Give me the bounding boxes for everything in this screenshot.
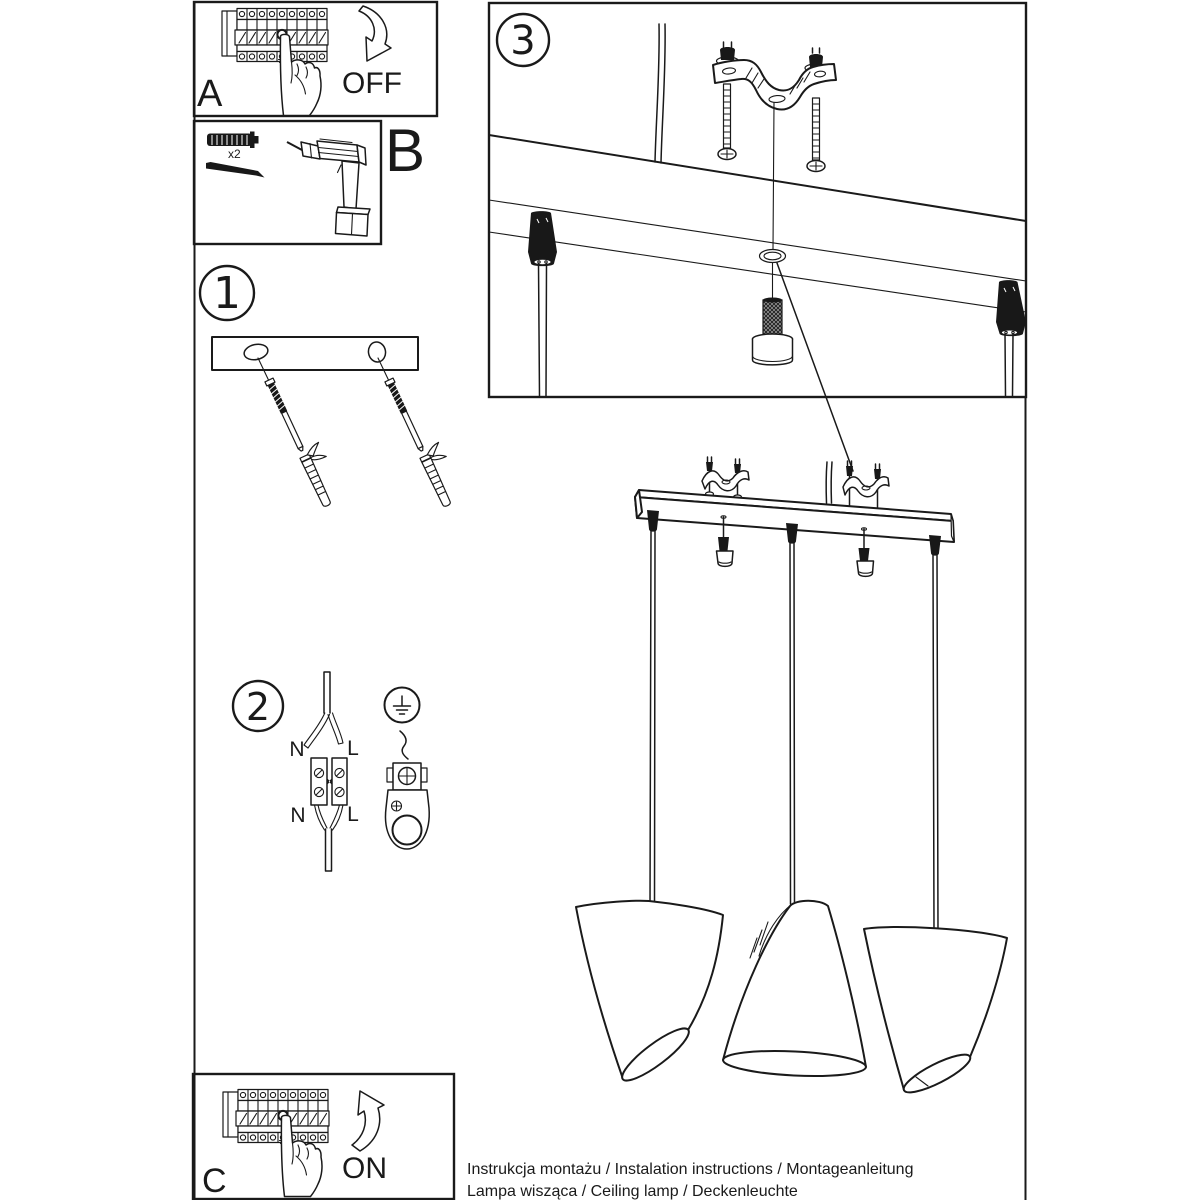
panel-a-label: A (197, 73, 223, 115)
step-2-wiring (233, 672, 429, 871)
footer-line-2: Lampa wisząca / Ceiling lamp / Deckenleuchte (467, 1183, 798, 1200)
terminal-n-bottom: N (290, 804, 306, 827)
footer-line-1: Instrukcja montażu / Instalation instructions / Montageanleitung (467, 1161, 914, 1178)
lamp-shade-left (576, 901, 723, 1088)
bracket-screw-right (807, 98, 825, 172)
mounting-strip-icon (212, 337, 418, 370)
wall-plug-icon (207, 132, 259, 149)
footer-captions (467, 1161, 913, 1200)
earth-ground-icon (385, 688, 420, 723)
step-3-number: 3 (510, 18, 536, 64)
cord-grip-bar-2 (786, 523, 798, 904)
panel-a-power-off (197, 6, 402, 116)
terminal-block-icon (311, 758, 347, 805)
bar-bracket-left (702, 457, 749, 499)
terminal-n-top: N (289, 738, 305, 761)
lamp-shade-right (864, 927, 1007, 1099)
ceiling-lines (489, 135, 1026, 312)
suspension-stud-icon (753, 263, 793, 365)
screw-icon (206, 162, 265, 178)
ceiling-cable (655, 24, 665, 163)
step-1-number: 1 (213, 268, 241, 319)
panel-b-tools (206, 117, 425, 236)
cord-grip-right (996, 280, 1026, 396)
cable-exit (315, 805, 344, 871)
curved-arrow-up-icon (352, 1091, 384, 1151)
terminal-l-top: L (347, 737, 359, 760)
cord-grip-bar-3 (929, 535, 941, 933)
cord-grip-left (528, 211, 557, 396)
step-2-number: 2 (245, 685, 271, 729)
ground-terminal-icon (386, 763, 430, 849)
off-label: OFF (342, 67, 402, 100)
cord-grip-bar-1 (647, 510, 659, 908)
panel-c-label: C (202, 1162, 227, 1200)
mains-cable-split (304, 672, 343, 748)
ceiling-hole (760, 250, 786, 263)
lamp-assembly (576, 457, 1007, 1099)
power-drill-icon (287, 139, 370, 236)
step-1-drill-anchors (200, 266, 465, 508)
mains-cable-stub (826, 462, 832, 503)
bracket-screw-left (718, 84, 736, 160)
curved-arrow-down-icon (359, 6, 391, 61)
detail-leader-line (777, 263, 853, 471)
terminal-l-bottom: L (347, 803, 359, 826)
quantity-label: x2 (228, 147, 241, 161)
step-3-ceiling-fixing (489, 14, 1026, 471)
panel-c-power-on (202, 1090, 387, 1200)
panel-b-label: B (385, 117, 426, 184)
lamp-shade-middle (722, 901, 866, 1079)
on-label: ON (342, 1152, 387, 1185)
ground-wire (400, 731, 408, 759)
